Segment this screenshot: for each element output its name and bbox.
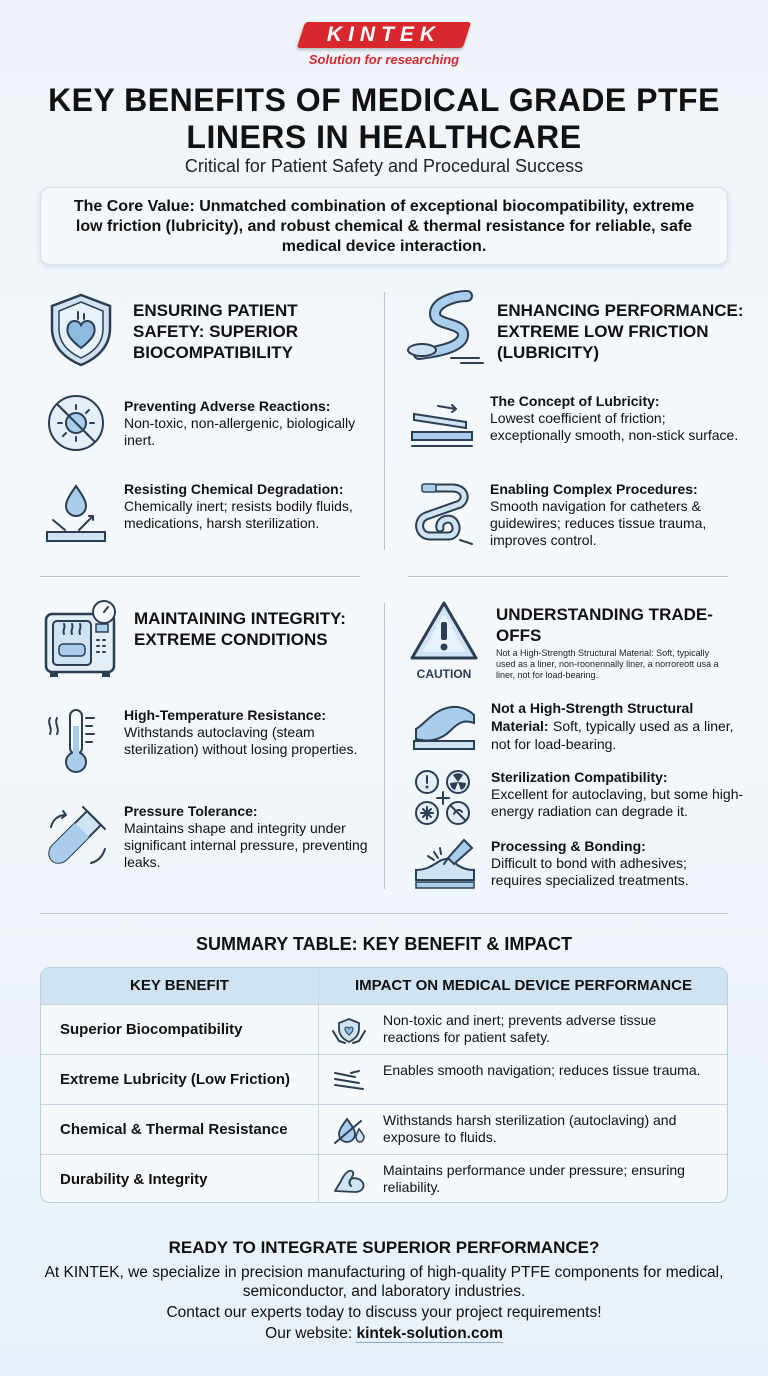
website-link[interactable]: kintek-solution.com	[356, 1325, 503, 1342]
tradeoffs-item-3-title: Processing & Bonding:	[491, 838, 646, 854]
tradeoffs-item-2	[491, 769, 746, 820]
tradeoffs-item-2-title: Sterilization Compatibility:	[491, 769, 668, 785]
section-title-integrity: MAINTAINING INTEGRITY: EXTREME CONDITIONS	[134, 609, 346, 649]
tradeoffs-item-1-text: Soft, typically used as a liner, not for load-bearing.	[491, 718, 734, 752]
performance-item-2-text: Smooth navigation for catheters & guidewires; reduces tissue trauma, improves control.	[490, 498, 707, 548]
radiation-icon	[413, 768, 473, 833]
performance-item-1-title: The Concept of Lubricity:	[490, 393, 660, 409]
tube-pressure-icon	[45, 805, 109, 874]
tradeoffs-item-3-text: Difficult to bond with adhesives; requires specialized treatments.	[491, 855, 689, 888]
caution-icon	[408, 600, 480, 669]
row-benefit: Extreme Lubricity (Low Friction)	[60, 1071, 291, 1088]
sliding-layers-icon	[410, 398, 474, 455]
tradeoffs-item-2-text: Excellent for autoclaving, but some high-energy radiation can degrade it.	[491, 786, 744, 819]
integrity-item-1	[124, 707, 364, 758]
integrity-item-1-text: Withstands autoclaving (steam sterilization) without losing properties.	[124, 724, 358, 757]
row-benefit: Superior Biocompatibility	[60, 1021, 243, 1038]
glide-lines-icon	[331, 1067, 367, 1100]
autoclave-icon	[44, 600, 120, 685]
droplet-deflect-icon	[45, 482, 107, 549]
divider-summary	[40, 913, 728, 914]
brand-logo	[293, 18, 475, 70]
muscle-arm-icon	[331, 1167, 367, 1200]
row-benefit: Durability & Integrity	[60, 1171, 208, 1188]
summary-title: SUMMARY TABLE: KEY BENEFIT & IMPACT	[195, 934, 572, 954]
table-row	[41, 1054, 728, 1104]
core-value-box: The Core Value: Unmatched combination of exceptional biocompatibility, extreme low friction (lubricity), and robust chemical & thermal resistance for reliable, safe medical device interaction.	[40, 187, 728, 265]
safety-item-1	[124, 398, 364, 449]
section-title-safety: ENSURING PATIENT SAFETY: SUPERIOR BIOCOMPATIBILITY	[133, 301, 298, 362]
slide-curve-icon	[405, 292, 485, 373]
safety-item-2-text: Chemically inert; resists bodily fluids, medications, harsh sterilization.	[124, 498, 353, 531]
section-title-tradeoffs: UNDERSTANDING TRADE-OFFS	[496, 605, 713, 645]
row-impact: Enables smooth navigation; reduces tissue trauma.	[383, 1062, 701, 1078]
table-row	[41, 1104, 728, 1154]
safety-item-1-title: Preventing Adverse Reactions:	[124, 398, 331, 414]
divider-vertical-top	[384, 292, 385, 550]
performance-item-1-text: Lowest coefficient of friction; exceptionally smooth, non-stick surface.	[490, 410, 739, 443]
integrity-item-2	[124, 803, 369, 871]
page-subtitle: Critical for Patient Safety and Procedural Success	[184, 156, 584, 176]
divider-left	[40, 576, 360, 577]
cta-website	[0, 1325, 768, 1343]
soft-sheet-icon	[412, 703, 476, 756]
safety-item-1-text: Non-toxic, non-allergenic, biologically inert.	[124, 415, 356, 448]
caution-label: CAUTION	[416, 667, 472, 681]
cta-text: At KINTEK, we specialize in precision manufacturing of high-quality PTFE components for medical, semiconductor, and laboratory industries.	[44, 1264, 724, 1300]
tradeoffs-item-3	[491, 838, 741, 889]
integrity-item-2-title: Pressure Tolerance:	[124, 803, 258, 819]
table-row	[41, 1004, 728, 1054]
row-impact: Non-toxic and inert; prevents adverse tissue reactions for patient safety.	[383, 1012, 657, 1045]
tradeoffs-item-1-title: Not a High-Strength Structural Material:	[491, 700, 694, 734]
integrity-item-2-text: Maintains shape and integrity under significant internal pressure, preventing leaks.	[124, 820, 368, 870]
brand-name: KINTEK	[326, 23, 442, 46]
header-impact: IMPACT ON MEDICAL DEVICE PERFORMANCE	[355, 977, 692, 994]
no-bacteria-icon	[47, 394, 105, 457]
hands-shield-icon	[331, 1017, 367, 1050]
shield-heart-icon	[48, 292, 114, 373]
performance-item-2	[490, 481, 740, 549]
brand-tagline: Solution for researching	[308, 52, 460, 67]
performance-item-1	[490, 393, 740, 444]
row-benefit: Chemical & Thermal Resistance	[60, 1121, 288, 1138]
integrity-item-1-title: High-Temperature Resistance:	[124, 707, 327, 723]
row-impact: Withstands harsh sterilization (autoclaving) and exposure to fluids.	[383, 1112, 677, 1145]
catheter-icon	[408, 482, 476, 553]
safety-item-2	[124, 481, 369, 532]
table-row	[41, 1154, 728, 1203]
tradeoffs-note: Not a High-Strength Structural Material: Soft, typically used as a liner, non-roonennally liner, a norroreott usa a liner, not for load-bearing.	[496, 648, 719, 680]
cta-title: READY TO INTEGRATE SUPERIOR PERFORMANCE?	[168, 1238, 600, 1257]
website-label: Our website:	[265, 1325, 357, 1342]
drop-flame-icon	[331, 1117, 367, 1150]
safety-item-2-title: Resisting Chemical Degradation:	[124, 481, 344, 497]
section-title-performance: ENHANCING PERFORMANCE: EXTREME LOW FRICTION (LUBRICITY)	[497, 301, 744, 362]
divider-right	[408, 576, 728, 577]
thermometer-icon	[46, 706, 102, 781]
bonding-icon	[414, 836, 476, 897]
table-header	[41, 968, 728, 1004]
header-key-benefit: KEY BENEFIT	[130, 977, 229, 994]
divider-vertical-bottom	[384, 603, 385, 889]
page-title: KEY BENEFITS OF MEDICAL GRADE PTFE LINERS IN HEALTHCARE	[48, 82, 720, 155]
cta-contact: Contact our experts today to discuss your project requirements!	[166, 1304, 602, 1321]
row-impact: Maintains performance under pressure; ensuring reliability.	[383, 1162, 685, 1195]
summary-table	[40, 967, 728, 1203]
tradeoffs-item-1	[491, 700, 741, 754]
performance-item-2-title: Enabling Complex Procedures:	[490, 481, 698, 497]
